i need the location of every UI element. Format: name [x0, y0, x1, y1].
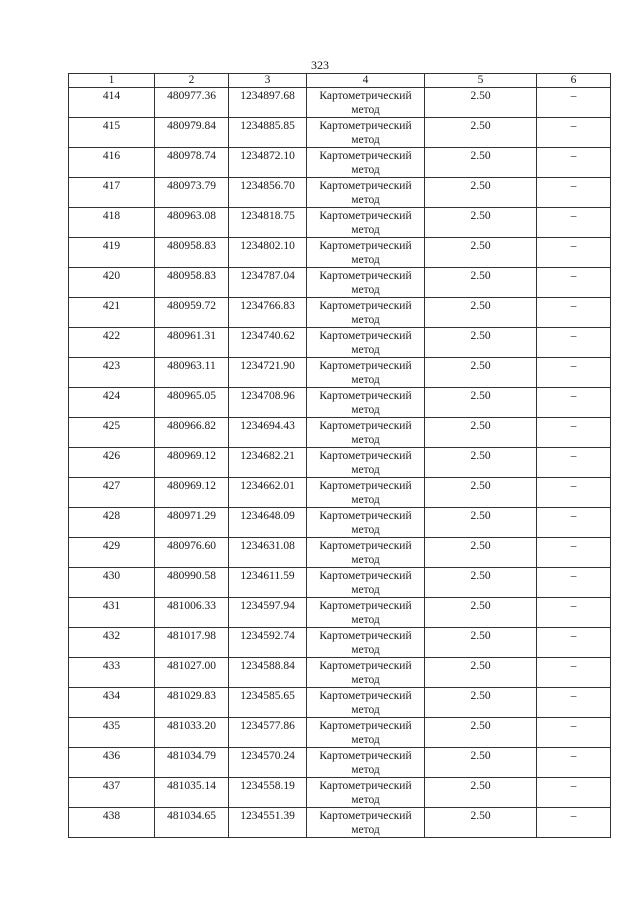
method-text-line2: метод	[351, 794, 380, 806]
table-row	[69, 508, 611, 538]
point-number-cell: 417	[69, 178, 155, 208]
note-cell: –	[537, 208, 611, 238]
column-header-4: 4	[307, 74, 425, 88]
method-cell	[307, 118, 425, 148]
table-row	[69, 718, 611, 748]
y-coordinate-cell: 1234631.08	[229, 538, 307, 568]
accuracy-cell: 2.50	[425, 568, 537, 598]
accuracy-cell: 2.50	[425, 418, 537, 448]
table-row	[69, 688, 611, 718]
note-cell: –	[537, 358, 611, 388]
point-number-cell: 414	[69, 88, 155, 118]
y-coordinate-cell: 1234872.10	[229, 148, 307, 178]
note-cell: –	[537, 418, 611, 448]
accuracy-cell: 2.50	[425, 118, 537, 148]
accuracy-cell: 2.50	[425, 778, 537, 808]
method-cell	[307, 268, 425, 298]
x-coordinate-cell: 480969.12	[155, 478, 229, 508]
table-row	[69, 598, 611, 628]
note-cell: –	[537, 748, 611, 778]
method-text-line1: Картометрический	[319, 300, 412, 312]
x-coordinate-cell: 481017.98	[155, 628, 229, 658]
y-coordinate-cell: 1234558.19	[229, 778, 307, 808]
note-cell: –	[537, 658, 611, 688]
x-coordinate-cell: 480978.74	[155, 148, 229, 178]
table-row	[69, 448, 611, 478]
method-text-line2: метод	[351, 194, 380, 206]
x-coordinate-cell: 480990.58	[155, 568, 229, 598]
column-header-5: 5	[425, 74, 537, 88]
method-cell	[307, 718, 425, 748]
x-coordinate-cell: 480958.83	[155, 238, 229, 268]
method-text-line2: метод	[351, 404, 380, 416]
table-row	[69, 808, 611, 838]
method-text-line2: метод	[351, 494, 380, 506]
method-cell	[307, 358, 425, 388]
method-cell	[307, 688, 425, 718]
point-number-cell: 418	[69, 208, 155, 238]
table-row	[69, 88, 611, 118]
accuracy-cell: 2.50	[425, 358, 537, 388]
x-coordinate-cell: 481006.33	[155, 598, 229, 628]
point-number-cell: 435	[69, 718, 155, 748]
method-cell	[307, 298, 425, 328]
note-cell: –	[537, 718, 611, 748]
note-cell: –	[537, 148, 611, 178]
coordinates-table	[68, 73, 611, 838]
method-text-line1: Картометрический	[319, 150, 412, 162]
note-cell: –	[537, 328, 611, 358]
table-row	[69, 268, 611, 298]
accuracy-cell: 2.50	[425, 208, 537, 238]
method-cell	[307, 478, 425, 508]
y-coordinate-cell: 1234662.01	[229, 478, 307, 508]
note-cell: –	[537, 238, 611, 268]
y-coordinate-cell: 1234648.09	[229, 508, 307, 538]
y-coordinate-cell: 1234585.65	[229, 688, 307, 718]
note-cell: –	[537, 778, 611, 808]
accuracy-cell: 2.50	[425, 148, 537, 178]
page-number: 323	[311, 58, 329, 72]
note-cell: –	[537, 508, 611, 538]
y-coordinate-cell: 1234897.68	[229, 88, 307, 118]
x-coordinate-cell: 481027.00	[155, 658, 229, 688]
method-cell	[307, 808, 425, 838]
accuracy-cell: 2.50	[425, 688, 537, 718]
note-cell: –	[537, 118, 611, 148]
method-text-line1: Картометрический	[319, 90, 412, 102]
method-text-line1: Картометрический	[319, 210, 412, 222]
point-number-cell: 420	[69, 268, 155, 298]
method-cell	[307, 598, 425, 628]
table-row	[69, 238, 611, 268]
point-number-cell: 426	[69, 448, 155, 478]
y-coordinate-cell: 1234694.43	[229, 418, 307, 448]
x-coordinate-cell: 480979.84	[155, 118, 229, 148]
point-number-cell: 433	[69, 658, 155, 688]
y-coordinate-cell: 1234818.75	[229, 208, 307, 238]
method-text-line2: метод	[351, 434, 380, 446]
point-number-cell: 430	[69, 568, 155, 598]
method-text-line2: метод	[351, 314, 380, 326]
method-text-line1: Картометрический	[319, 120, 412, 132]
method-cell	[307, 88, 425, 118]
column-header-1: 1	[69, 74, 155, 88]
note-cell: –	[537, 568, 611, 598]
x-coordinate-cell: 480959.72	[155, 298, 229, 328]
y-coordinate-cell: 1234721.90	[229, 358, 307, 388]
y-coordinate-cell: 1234885.85	[229, 118, 307, 148]
x-coordinate-cell: 481029.83	[155, 688, 229, 718]
point-number-cell: 421	[69, 298, 155, 328]
method-text-line1: Картометрический	[319, 750, 412, 762]
table-header	[69, 74, 611, 88]
point-number-cell: 415	[69, 118, 155, 148]
point-number-cell: 419	[69, 238, 155, 268]
note-cell: –	[537, 88, 611, 118]
note-cell: –	[537, 448, 611, 478]
column-header-3: 3	[229, 74, 307, 88]
note-cell: –	[537, 538, 611, 568]
x-coordinate-cell: 481034.79	[155, 748, 229, 778]
method-text-line2: метод	[351, 644, 380, 656]
point-number-cell: 429	[69, 538, 155, 568]
method-cell	[307, 448, 425, 478]
method-cell	[307, 628, 425, 658]
y-coordinate-cell: 1234570.24	[229, 748, 307, 778]
x-coordinate-cell: 481035.14	[155, 778, 229, 808]
y-coordinate-cell: 1234708.96	[229, 388, 307, 418]
method-text-line1: Картометрический	[319, 570, 412, 582]
method-cell	[307, 208, 425, 238]
method-cell	[307, 568, 425, 598]
point-number-cell: 422	[69, 328, 155, 358]
method-text-line2: метод	[351, 284, 380, 296]
table-row	[69, 328, 611, 358]
method-text-line1: Картометрический	[319, 660, 412, 672]
x-coordinate-cell: 480966.82	[155, 418, 229, 448]
method-text-line2: метод	[351, 704, 380, 716]
accuracy-cell: 2.50	[425, 748, 537, 778]
table-row	[69, 748, 611, 778]
method-cell	[307, 508, 425, 538]
x-coordinate-cell: 480961.31	[155, 328, 229, 358]
table-row	[69, 178, 611, 208]
method-cell	[307, 238, 425, 268]
table-row	[69, 388, 611, 418]
accuracy-cell: 2.50	[425, 538, 537, 568]
accuracy-cell: 2.50	[425, 658, 537, 688]
table-row	[69, 568, 611, 598]
table-row	[69, 778, 611, 808]
y-coordinate-cell: 1234597.94	[229, 598, 307, 628]
table-row	[69, 628, 611, 658]
accuracy-cell: 2.50	[425, 178, 537, 208]
y-coordinate-cell: 1234588.84	[229, 658, 307, 688]
x-coordinate-cell: 480976.60	[155, 538, 229, 568]
accuracy-cell: 2.50	[425, 268, 537, 298]
accuracy-cell: 2.50	[425, 238, 537, 268]
method-cell	[307, 388, 425, 418]
method-text-line1: Картометрический	[319, 780, 412, 792]
x-coordinate-cell: 481034.65	[155, 808, 229, 838]
method-text-line1: Картометрический	[319, 720, 412, 732]
method-text-line2: метод	[351, 344, 380, 356]
method-text-line1: Картометрический	[319, 240, 412, 252]
note-cell: –	[537, 598, 611, 628]
header-row	[69, 74, 611, 88]
method-text-line2: метод	[351, 254, 380, 266]
method-text-line1: Картометрический	[319, 480, 412, 492]
y-coordinate-cell: 1234766.83	[229, 298, 307, 328]
method-text-line2: метод	[351, 734, 380, 746]
x-coordinate-cell: 480973.79	[155, 178, 229, 208]
table-row	[69, 208, 611, 238]
table-row	[69, 418, 611, 448]
table-body	[69, 88, 611, 838]
y-coordinate-cell: 1234740.62	[229, 328, 307, 358]
method-text-line2: метод	[351, 524, 380, 536]
accuracy-cell: 2.50	[425, 388, 537, 418]
method-text-line1: Картометрический	[319, 810, 412, 822]
accuracy-cell: 2.50	[425, 628, 537, 658]
method-text-line2: метод	[351, 134, 380, 146]
point-number-cell: 436	[69, 748, 155, 778]
column-header-2: 2	[155, 74, 229, 88]
accuracy-cell: 2.50	[425, 478, 537, 508]
table-row	[69, 358, 611, 388]
y-coordinate-cell: 1234611.59	[229, 568, 307, 598]
y-coordinate-cell: 1234787.04	[229, 268, 307, 298]
point-number-cell: 432	[69, 628, 155, 658]
method-text-line2: метод	[351, 374, 380, 386]
column-header-6: 6	[537, 74, 611, 88]
method-text-line1: Картометрический	[319, 180, 412, 192]
point-number-cell: 428	[69, 508, 155, 538]
point-number-cell: 438	[69, 808, 155, 838]
point-number-cell: 424	[69, 388, 155, 418]
x-coordinate-cell: 480963.11	[155, 358, 229, 388]
table-row	[69, 148, 611, 178]
accuracy-cell: 2.50	[425, 448, 537, 478]
accuracy-cell: 2.50	[425, 718, 537, 748]
y-coordinate-cell: 1234551.39	[229, 808, 307, 838]
method-text-line2: метод	[351, 554, 380, 566]
point-number-cell: 434	[69, 688, 155, 718]
table-row	[69, 118, 611, 148]
method-cell	[307, 148, 425, 178]
note-cell: –	[537, 388, 611, 418]
table-row	[69, 478, 611, 508]
method-text-line2: метод	[351, 224, 380, 236]
method-text-line2: метод	[351, 164, 380, 176]
point-number-cell: 423	[69, 358, 155, 388]
accuracy-cell: 2.50	[425, 328, 537, 358]
y-coordinate-cell: 1234856.70	[229, 178, 307, 208]
x-coordinate-cell: 480965.05	[155, 388, 229, 418]
accuracy-cell: 2.50	[425, 808, 537, 838]
method-text-line2: метод	[351, 674, 380, 686]
note-cell: –	[537, 628, 611, 658]
note-cell: –	[537, 298, 611, 328]
x-coordinate-cell: 480977.36	[155, 88, 229, 118]
point-number-cell: 437	[69, 778, 155, 808]
method-cell	[307, 538, 425, 568]
x-coordinate-cell: 480969.12	[155, 448, 229, 478]
y-coordinate-cell: 1234682.21	[229, 448, 307, 478]
accuracy-cell: 2.50	[425, 88, 537, 118]
method-text-line2: метод	[351, 104, 380, 116]
x-coordinate-cell: 480958.83	[155, 268, 229, 298]
method-text-line1: Картометрический	[319, 630, 412, 642]
method-text-line1: Картометрический	[319, 330, 412, 342]
note-cell: –	[537, 268, 611, 298]
method-text-line1: Картометрический	[319, 420, 412, 432]
method-cell	[307, 748, 425, 778]
accuracy-cell: 2.50	[425, 298, 537, 328]
method-text-line2: метод	[351, 614, 380, 626]
point-number-cell: 425	[69, 418, 155, 448]
method-text-line1: Картометрический	[319, 390, 412, 402]
table-row	[69, 658, 611, 688]
point-number-cell: 427	[69, 478, 155, 508]
method-cell	[307, 328, 425, 358]
x-coordinate-cell: 480963.08	[155, 208, 229, 238]
point-number-cell: 416	[69, 148, 155, 178]
x-coordinate-cell: 480971.29	[155, 508, 229, 538]
method-text-line1: Картометрический	[319, 270, 412, 282]
method-text-line1: Картометрический	[319, 510, 412, 522]
method-text-line2: метод	[351, 584, 380, 596]
method-text-line1: Картометрический	[319, 360, 412, 372]
y-coordinate-cell: 1234577.86	[229, 718, 307, 748]
method-text-line1: Картометрический	[319, 540, 412, 552]
table-row	[69, 298, 611, 328]
method-cell	[307, 778, 425, 808]
method-text-line2: метод	[351, 764, 380, 776]
method-text-line2: метод	[351, 824, 380, 836]
method-cell	[307, 658, 425, 688]
accuracy-cell: 2.50	[425, 598, 537, 628]
accuracy-cell: 2.50	[425, 508, 537, 538]
method-text-line2: метод	[351, 464, 380, 476]
point-number-cell: 431	[69, 598, 155, 628]
table-row	[69, 538, 611, 568]
y-coordinate-cell: 1234802.10	[229, 238, 307, 268]
note-cell: –	[537, 688, 611, 718]
method-text-line1: Картометрический	[319, 600, 412, 612]
note-cell: –	[537, 478, 611, 508]
method-cell	[307, 178, 425, 208]
note-cell: –	[537, 808, 611, 838]
note-cell: –	[537, 178, 611, 208]
x-coordinate-cell: 481033.20	[155, 718, 229, 748]
method-cell	[307, 418, 425, 448]
method-text-line1: Картометрический	[319, 450, 412, 462]
y-coordinate-cell: 1234592.74	[229, 628, 307, 658]
method-text-line1: Картометрический	[319, 690, 412, 702]
